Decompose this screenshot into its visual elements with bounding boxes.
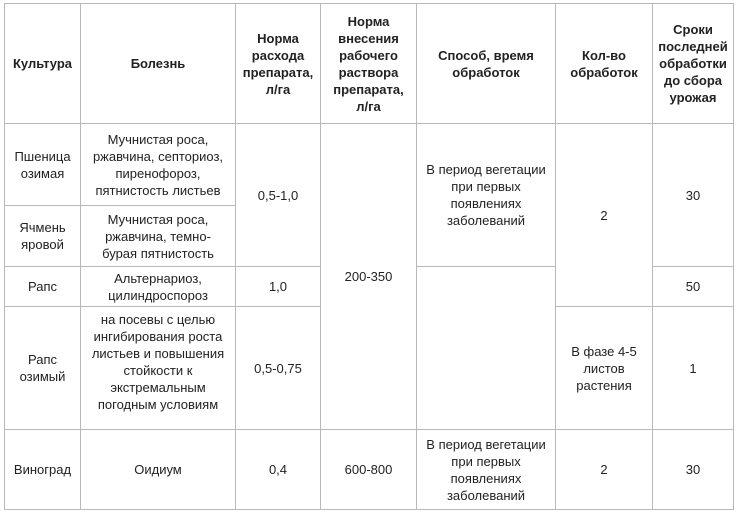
solution-rate-cell: 200-350 bbox=[321, 124, 417, 430]
header-disease: Болезнь bbox=[81, 4, 236, 124]
header-dose: Норма расхода препарата, л/га bbox=[236, 4, 321, 124]
disease-cell: Оидиум bbox=[81, 430, 236, 510]
method-cell bbox=[417, 267, 556, 430]
header-term: Сроки последней обработки до сбора урожая bbox=[653, 4, 734, 124]
crop-cell: Ячмень яровой bbox=[5, 206, 81, 267]
method-cell: В период вегетации при первых появлениях заболеваний bbox=[417, 430, 556, 510]
header-solution-rate: Норма внесения рабочего раствора препарата, л/га bbox=[321, 4, 417, 124]
header-count: Кол-во обработок bbox=[556, 4, 653, 124]
count-cell: 1 bbox=[653, 307, 734, 430]
crop-cell: Рапс bbox=[5, 267, 81, 307]
disease-cell: Мучнистая роса, ржавчина, темно- бурая пятнистость bbox=[81, 206, 236, 267]
disease-cell: Альтернариоз, цилиндроспороз bbox=[81, 267, 236, 307]
crop-cell: Рапс озимый bbox=[5, 307, 81, 430]
count-cell: 2 bbox=[556, 430, 653, 510]
dose-cell: 0,5-0,75 bbox=[236, 307, 321, 430]
disease-cell: на посевы с целью ингибирования роста листьев и повышения стойкости к экстремальным погодным условиям bbox=[81, 307, 236, 430]
count-cell: 2 bbox=[556, 124, 653, 307]
header-row bbox=[5, 4, 734, 124]
dose-cell: 0,4 bbox=[236, 430, 321, 510]
term-cell: 50 bbox=[653, 267, 734, 307]
method-cell: В период вегетации при первых появлениях заболеваний bbox=[417, 124, 556, 267]
solution-rate-cell: 600-800 bbox=[321, 430, 417, 510]
header-crop: Культура bbox=[5, 4, 81, 124]
dose-cell: 1,0 bbox=[236, 267, 321, 307]
crop-cell: Виноград bbox=[5, 430, 81, 510]
method-cell: В фазе 4-5 листов растения bbox=[556, 307, 653, 430]
disease-cell: Мучнистая роса, ржавчина, септориоз, пиренофороз, пятнистость листьев bbox=[81, 124, 236, 206]
table-row bbox=[5, 124, 734, 206]
term-cell: 30 bbox=[653, 430, 734, 510]
crop-cell: Пшеница озимая bbox=[5, 124, 81, 206]
term-cell: 30 bbox=[653, 124, 734, 267]
dose-cell: 0,5-1,0 bbox=[236, 124, 321, 267]
table-row bbox=[5, 430, 734, 510]
header-method: Способ, время обработок bbox=[417, 4, 556, 124]
treatment-table bbox=[4, 3, 734, 510]
